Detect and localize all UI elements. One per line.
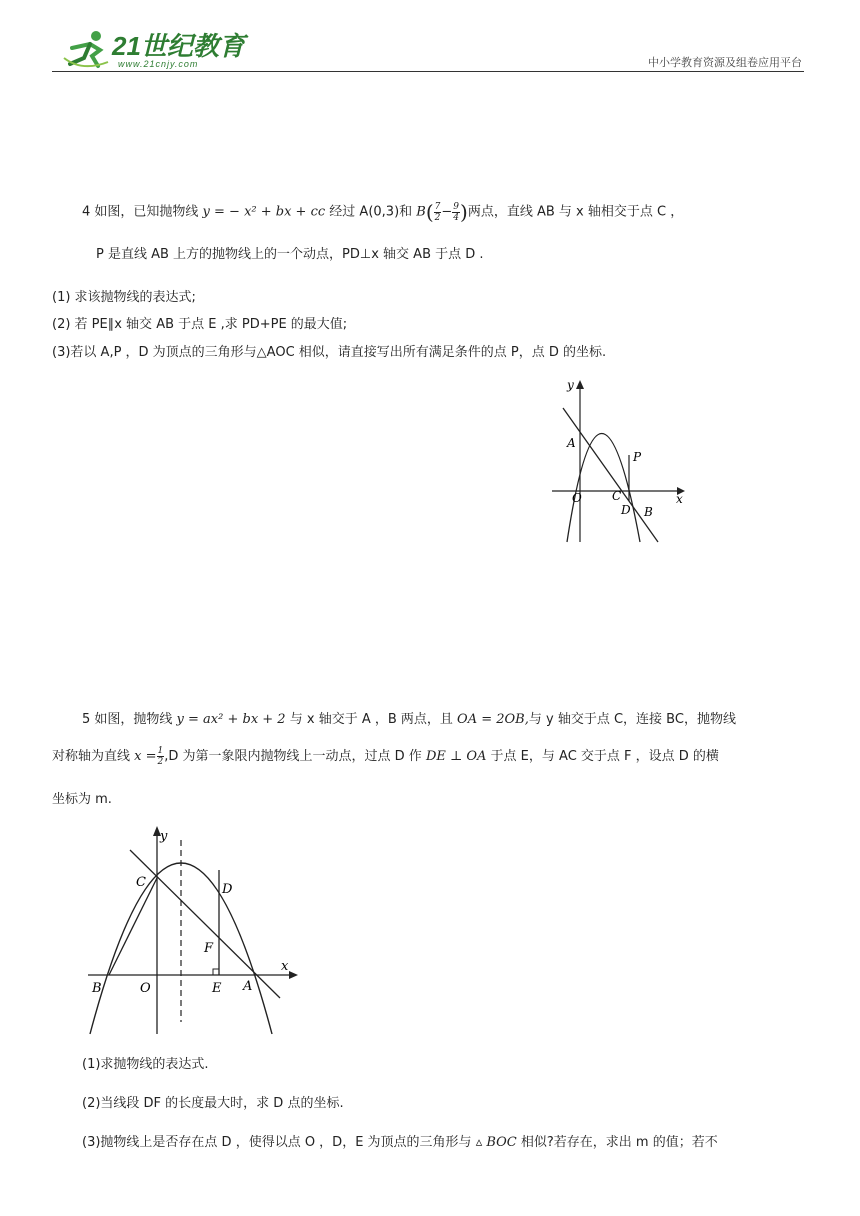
q5-condition: OA = 2OB, xyxy=(457,712,529,727)
q4-label-c: C xyxy=(612,489,622,503)
q4-label-o: O xyxy=(572,491,582,505)
q4-subquestion-1: (1) 求该抛物线的表达式; xyxy=(52,290,196,305)
q4-label-x: x xyxy=(676,492,683,506)
q5-subquestion-1: (1)求抛物线的表达式. xyxy=(82,1057,209,1072)
q4-subquestion-2: (2) 若 PE∥x 轴交 AB 于点 E ,求 PD+PE 的最大值; xyxy=(52,317,348,332)
q5-line-ac xyxy=(130,850,280,998)
site-logo xyxy=(62,26,245,74)
q4-line-ab xyxy=(563,408,658,542)
q5-axis-equation: x = xyxy=(134,749,157,764)
q4-label-b: B xyxy=(644,505,653,519)
logo-text: 21世纪教育 xyxy=(112,31,245,61)
q4-point-b-label: B xyxy=(416,204,426,220)
q4-line1: 4 如图，已知抛物线 y = − x² + bx + cc 经过 A(0,3)和 B( $\frac{7}{2}$ − $\frac{9}{4}$ )两点，直线 AB 与 x 轴相交于点 C ， xyxy=(82,200,684,224)
header-platform-title: 中小学教育资源及组卷应用平台 xyxy=(648,56,802,69)
q5-label-o: O xyxy=(140,981,151,996)
q5-label-f: F xyxy=(204,941,214,956)
q5-figure xyxy=(80,822,310,1036)
q5-parabola xyxy=(90,863,272,1034)
q5-label-x: x xyxy=(281,959,289,974)
q4-parabola-equation: y = − x² + bx + cc xyxy=(202,204,326,220)
logo-url: www.21cnjy.com xyxy=(118,59,199,69)
q4-b-y-fraction: $\frac{9}{4}$ xyxy=(453,201,460,223)
q4-line2: P 是直线 AB 上方的抛物线上的一个动点，PD⊥x 轴交 AB 于点 D . xyxy=(96,247,484,262)
q5-perpendicular: DE ⊥ OA xyxy=(425,749,487,764)
q5-label-a: A xyxy=(243,979,253,994)
q5-segment-bc xyxy=(109,878,157,975)
q5-parabola-equation: y = ax² + bx + 2 xyxy=(176,712,286,727)
q5-axis-fraction: $\frac{1}{2}$ xyxy=(157,746,164,767)
q5-line1: 5 如图，抛物线 y = ax² + bx + 2 与 x 轴交于 A ，B 两点，且 OA = 2OB,与 y 轴交于点 C，连接 BC，抛物线 xyxy=(82,712,736,727)
q4-label-a: A xyxy=(567,436,576,450)
q5-triangle-boc: ▵ BOC xyxy=(475,1135,517,1150)
header-divider xyxy=(52,71,804,72)
q4-subquestion-3: (3)若以 A,P ，D 为顶点的三角形与△AOC 相似，请直接写出所有满足条件的点 P，点 D 的坐标. xyxy=(52,345,607,360)
q4-label-y: y xyxy=(567,378,574,392)
q5-label-b: B xyxy=(92,981,102,996)
q5-subquestion-2: (2)当线段 DF 的长度最大时，求 D 点的坐标. xyxy=(82,1096,344,1111)
q5-label-d: D xyxy=(222,882,233,897)
q5-line2: 对称轴为直线 x = $\frac{1}{2}$ ,D 为第一象限内抛物线上一动点，过点 D 作 DE ⊥ OA 于点 E，与 AC 交于点 F ，设点 D 的横 xyxy=(52,746,719,767)
q5-line3: 坐标为 m. xyxy=(52,792,112,807)
q5-subquestion-3: (3)抛物线上是否存在点 D ，使得以点 O ，D，E 为顶点的三角形与 ▵ BOC 相似?若存在，求出 m 的值；若不 xyxy=(82,1135,718,1150)
runner-icon xyxy=(62,28,110,70)
q4-b-x-fraction: $\frac{7}{2}$ xyxy=(434,201,441,223)
q5-right-angle-mark xyxy=(213,969,219,975)
q5-label-y: y xyxy=(160,829,168,844)
q5-label-c: C xyxy=(136,875,146,890)
q4-label-p: P xyxy=(633,450,642,464)
q5-label-e: E xyxy=(212,981,222,996)
q4-figure xyxy=(545,375,695,547)
q4-label-d: D xyxy=(621,503,631,517)
